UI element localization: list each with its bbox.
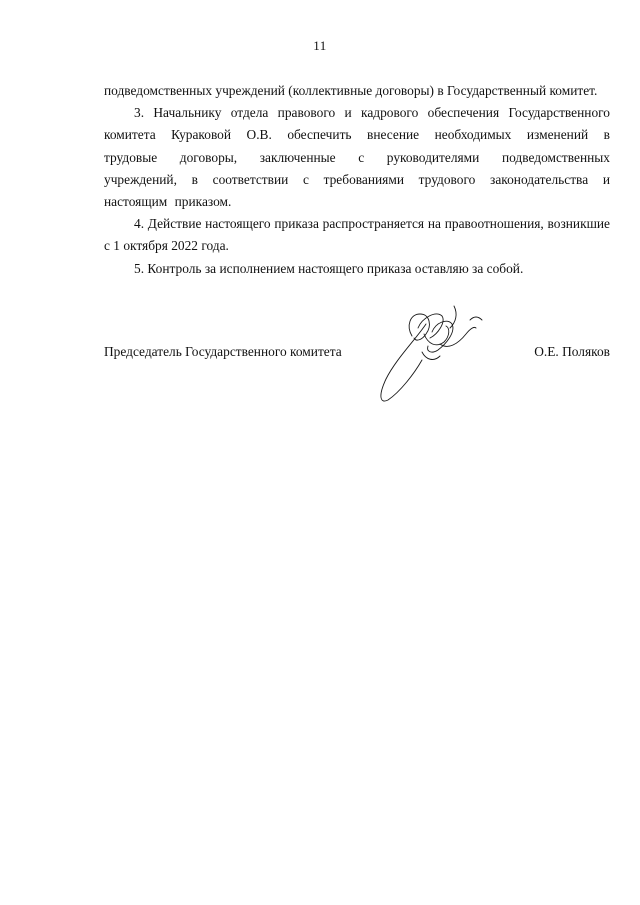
paragraph-item-3: 3. Начальнику отдела правового и кадрового обеспечения Государственного комитета Кураковой О.В. обеспечить внесение необходимых изменений в трудовые договоры, заключенные с руководителями подведомственных учреждений, в соответствии с требованиями трудового законодательства и настоящим приказом. [104,105,610,210]
paragraph-continuation: подведомственных учреждений (коллективные договоры) в Государственный комитет. [104,83,598,98]
signature-block [104,340,610,450]
paragraph-item-4: 4. Действие настоящего приказа распространяется на правоотношения, возникшие с 1 октября 2022 года. [104,216,610,254]
handwritten-signature-icon [366,304,506,424]
signer-name: О.Е. Поляков [534,344,610,359]
page-number: 11 [313,38,327,53]
paragraph-item-5: 5. Контроль за исполнением настоящего приказа оставляю за собой. [134,260,524,276]
document-body [104,80,610,280]
signer-position-title: Председатель Государственного комитета [104,344,342,359]
